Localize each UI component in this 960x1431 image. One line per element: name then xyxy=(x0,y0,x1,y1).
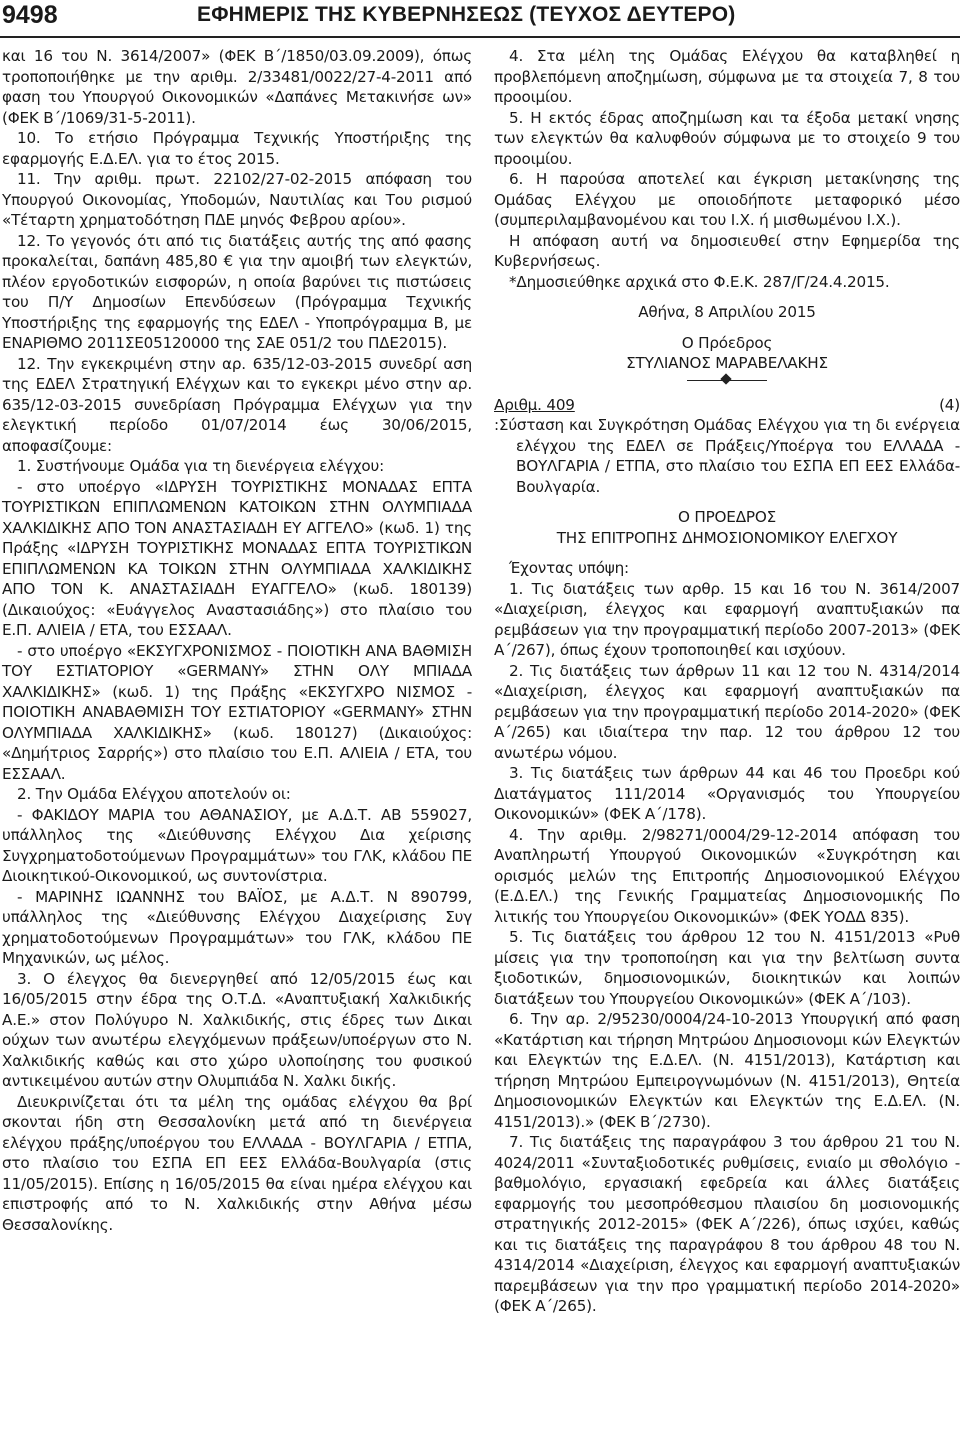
paragraph: - ΦΑΚΙΔΟΥ ΜΑΡΙΑ του ΑΘΑΝΑΣΙΟΥ, με Α.Δ.Τ. ΑΒ 559027, υπάλληλος της «Διεύθυνσης Ελέγχου Δια χείρισης Συγχρηματοδοτούμενων Προγραμμάτων» του ΓΛΚ, κλάδου ΠΕ Διοικητικού-Οικονομικού, ως συντονίστρια. xyxy=(2,805,472,885)
paragraph: 6. Η παρούσα αποτελεί και έγκριση μετακίνησης της Ομάδας Ελέγχου με οποιοδήποτε μεταφορικό μέσο (συμπεριλαμβανομένου και του Ι.Χ. ή μισθωμένου Ι.Χ.). xyxy=(494,170,960,229)
authority-line-1: Ο ΠΡΟΕΔΡΟΣ xyxy=(677,508,776,526)
paragraph: 10. Το ετήσιο Πρόγραμμα Τεχνικής Υποστήριξης της εφαρμογής Ε.Δ.ΕΛ. για το έτος 2015. xyxy=(2,129,472,168)
left-column xyxy=(2,46,472,1235)
paragraph: Διευκρινίζεται ότι τα μέλη της ομάδας ελέγχου θα βρί σκονται ήδη στη Θεσσαλονίκη μετά από τη διενέργεια ελέγχου πράξης/υποέργου του ΕΛΛΑΔΑ - ΒΟΥΛΓΑΡΙΑ / ΕΤΠΑ, στο πλαίσιο του ΕΣΠΑ ΕΠ ΕΕΣ Ελλάδα-Βουλγαρία (στις 11/05/2015). Επίσης η 16/05/2015 θα είναι ημέρα ελέγχου και επιστροφής από το Ν. Χαλκιδικής στην Αθήνα μέσω Θεσσαλονίκης. xyxy=(2,1092,472,1234)
page-number: 9498 xyxy=(2,1,58,29)
paragraph: - ΜΑΡΙΝΗΣ ΙΩΑΝΝΗΣ του ΒΑΪΟΣ, με Α.Δ.Τ. Ν 890799, υπάλληλος της «Διεύθυνσης Ελέγχου Διαχείρισης Συγ χρηματοδοτούμενων Προγραμμάτων» του ΓΛΚ, κλάδου ΠΕ Μηχανικών, ως μέλος. xyxy=(2,887,472,967)
paragraph: 11. Την αριθμ. πρωτ. 22102/27-02-2015 απόφαση του Υπουργού Οικονομίας, Υποδομών, Ναυτιλίας και Του ρισμού «Τέταρτη χρηματοδότηση ΠΔΕ μηνός Φεβρου αρίου». xyxy=(2,170,472,229)
diamond-icon xyxy=(720,373,731,384)
paragraph: 3. Τις διατάξεις των άρθρων 44 και 46 του Προεδρι κού Διατάγματος 111/2014 «Οργανισμός του Υπουργείου Οικονομικών» (ΦΕΚ Α΄/178). xyxy=(494,764,960,823)
paragraph: 2. Την Ομάδα Ελέγχου αποτελούν οι: xyxy=(17,785,291,803)
paragraph: και 16 του Ν. 3614/2007» (ΦΕΚ Β΄/1850/03.09.2009), όπως τροποποιήθηκε με την αριθμ. 2/33481/0022/27-4-2011 από φαση του Υπουργού Οικονομικών «Δαπάνες Μετακινήσε ων» (ΦΕΚ Β΄/1069/31-5-2011). xyxy=(2,47,472,127)
paragraph: 3. Ο έλεγχος θα διενεργηθεί από 12/05/2015 έως και 16/05/2015 στην έδρα της Ο.Τ.Δ. «Αναπτυξιακή Χαλκιδικής Α.Ε.» στον Πολύγυρο Ν. Χαλκιδικής, στις έδρες των Δικαι ούχων των ανωτέρω ελεγχόμενων πράξεων/υποέργων στο Ν. Χαλκιδικής καθώς και στο χώρο υλοποίησης του φυσικού αντικειμένου αυτών στην Ολυμπιάδα Ν. Χαλκι δικής. xyxy=(2,969,472,1090)
paragraph: - στο υποέργο «ΕΚΣΥΓΧΡΟΝΙΣΜΟΣ - ΠΟΙΟΤΙΚΗ ΑΝΑ ΒΑΘΜΙΣΗ ΤΟΥ ΕΣΤΙΑΤΟΡΙΟΥ «GERMANY» ΣΤΗΝ ΟΛΥ ΜΠΙΑΔΑ ΧΑΛΚΙΔΙΚΗΣ» (κωδ. 1) της Πράξης «ΕΚΣΥΓΧΡΟ ΝΙΣΜΟΣ - ΠΟΙΟΤΙΚΗ ΑΝΑΒΑΘΜΙΣΗ ΤΟΥ ΕΣΤΙΑΤΟΡΙΟΥ «GERMANY» ΣΤΗΝ ΟΛΥΜΠΙΑΔΑ ΧΑΛΚΙΔΙΚΗΣ» (κωδ. 180127) (Δικαιούχος: «Δημήτριος Σαρρής») στο πλαίσιο του Ε.Π. ΑΛΙΕΙΑ / ΕΤΑ, του ΕΣΣΑΑΛ. xyxy=(2,641,472,783)
paragraph: 5. Η εκτός έδρας αποζημίωση και τα έξοδα μετακί νησης των ελεγκτών θα καλυφθούν σύμφωνα με το στοιχείο 9 του προοιμίου. xyxy=(494,108,960,168)
paragraph: 12. Την εγκεκριμένη στην αρ. 635/12-03-2015 συνεδρί αση της ΕΔΕΛ Στρατηγική Ελέγχων και το εγκεκρι μένο στην αρ. 635/12-03-2015 συνεδρίαση Πρόγραμμα Ελέγχων για την ελεγκτική περίοδο 01/07/2014 έως 30/06/2015, αποφασίζουμε: xyxy=(2,354,472,455)
paragraph: 2. Τις διατάξεις των άρθρων 11 και 12 του Ν. 4314/2014 «Διαχείριση, έλεγχος και εφαρμογή αναπτυξιακών πα ρεμβάσεων για την προγραμματική περίοδο 2014-2020» (ΦΕΚ Α΄/265) και ιδιαίτερα την παρ. 12 του άρθρου 12 του ανωτέρω νόμου. xyxy=(494,661,960,762)
decision-number: Αριθμ. 409 xyxy=(494,395,575,414)
decision-title: :Σύσταση και Συγκρότηση Ομάδας Ελέγχου για τη δι ενέργεια ελέγχου της ΕΔΕΛ σε Πράξεις/Υποέργα του ΕΛΛΑΔΑ - ΒΟΥΛΓΑΡΙΑ / ΕΤΠΑ, στο πλαίσιο του ΕΣΠΑ ΕΠ ΕΕΣ Ελλάδα-Βουλγαρία. xyxy=(494,416,960,496)
paragraph: 5. Τις διατάξεις του άρθρου 12 του Ν. 4151/2013 «Ρυθ μίσεις για την τροποποίηση και για την βελτίωση συντα ξιοδοτικών, δημοσιονομικών, διοικητικών και λοιπών διατάξεων του Υπουργείου Οικονομικών» (ΦΕΚ Α΄/103). xyxy=(494,928,960,1008)
paragraph: 1. Συστήνουμε Ομάδα για τη διενέργεια ελέγχου: xyxy=(17,457,384,475)
decision-suffix: (4) xyxy=(939,395,960,414)
paragraph: *Δημοσιεύθηκε αρχικά στο Φ.Ε.Κ. 287/Γ/24.4.2015. xyxy=(509,272,890,291)
decision-heading xyxy=(494,395,960,416)
page-header xyxy=(0,0,960,38)
having-regard: Έχοντας υπόψη: xyxy=(509,559,629,577)
signature-name: ΣΤΥΛΙΑΝΟΣ ΜΑΡΑΒΕΛΑΚΗΣ xyxy=(626,354,828,372)
right-column xyxy=(494,46,960,1317)
journal-title: ΕΦΗΜΕΡΙΣ ΤΗΣ ΚΥΒΕΡΝΗΣΕΩΣ (ΤΕΥΧΟΣ ΔΕΥΤΕΡΟ) xyxy=(197,3,736,26)
paragraph: 12. Το γεγονός ότι από τις διατάξεις αυτής της από φασης προκαλείται, δαπάνη 485,80 € για την αμοιβή των ελεγκτών, πλέον εργοδοτικών εισφορών, η οποία βαρύνει τις πιστώσεις του Π/Υ Δημοσίων Επενδύσεων (Πρόγραμμα Τεχνικής Υποστήριξης της εφαρμογής της ΕΔΕΛ - Υποπρόγραμμα Β, με ΕΝΑΡΙΘΜΟ 2011ΣΕ05120000 της ΣΑΕ 051/2 του ΠΔΕ2015). xyxy=(2,231,472,352)
paragraph: - στο υποέργο «ΙΔΡΥΣΗ ΤΟΥΡΙΣΤΙΚΗΣ ΜΟΝΑΔΑΣ ΕΠΤΑ ΤΟΥΡΙΣΤΙΚΩΝ ΕΠΙΠΛΩΜΕΝΩΝ ΚΑΤΟΙΚΩΝ ΣΤΗΝ ΟΛΥΜΠΙΑΔΑ ΧΑΛΚΙΔΙΚΗΣ ΑΠΟ ΤΟΝ ΑΝΑΣΤΑΣΙΑΔΗ ΕΥ ΑΓΓΕΛΟ» (κωδ. 1) της Πράξης «ΙΔΡΥΣΗ ΤΟΥΡΙΣΤΙΚΗΣ ΜΟΝΑΔΑΣ ΕΠΤΑ ΤΟΥΡΙΣΤΙΚΩΝ ΕΠΙΠΛΩΜΕΝΩΝ ΚΑ ΤΟΙΚΩΝ ΣΤΗΝ ΟΛΥΜΠΙΑΔΑ ΧΑΛΚΙΔΙΚΗΣ ΑΠΟ ΤΟΝ Κ. ΑΝΑΣΤΑΣΙΑΔΗ ΕΥΑΓΓΕΛΟ» (κωδ. 180139) (Δικαιούχος: «Ευάγγελος Αναστασιάδης») στο πλαίσιο του Ε.Π. ΑΛΙΕΙΑ / ΕΤΑ, του ΕΣΣΑΑΛ. xyxy=(2,477,472,639)
signature-role: Ο Πρόεδρος xyxy=(681,333,773,352)
paragraph: 6. Την αρ. 2/95230/0004/24-10-2013 Υπουργική από φαση «Κατάρτιση και τήρηση Μητρώου Δημοσιονομι κών Ελεγκτών και Ελεγκτών της Ε.Δ.ΕΛ. (Ν. 4151/2013), Κατάρτιση και τήρηση Μητρώου Εμπειρογνωμόνων (Ν. 4151/2013), Θητεία Δημοσιονομικών Ελεγκτών και Ελεγκτών της Ε.Δ.ΕΛ. (Ν. 4151/2013).» (ΦΕΚ Β΄/2730). xyxy=(494,1010,960,1131)
section-divider xyxy=(687,380,767,381)
right-column-bottom xyxy=(494,579,960,1317)
paragraph: 4. Την αριθμ. 2/98271/0004/29-12-2014 απόφαση του Αναπληρωτή Υπουργού Οικονομικών «Συγκρότηση και ορισμός μελών της Επιτροπής Δημοσιονομικού Ελέγχου (Ε.Δ.ΕΛ.) της Γενικής Γραμματείας Δημοσιονομικής Πο λιτικής του Υπουργείου Οικονομικών» (ΦΕΚ ΥΟΔΔ 835). xyxy=(494,825,960,926)
paragraph: Η απόφαση αυτή να δημοσιευθεί στην Εφημερίδα της Κυβερνήσεως. xyxy=(494,231,960,270)
right-column-top xyxy=(494,46,960,292)
paragraph: 1. Τις διατάξεις των αρθρ. 15 και 16 του Ν. 3614/2007 «Διαχείριση, έλεγχος και εφαρμογή αναπτυξιακών πα ρεμβάσεων για την προγραμματική περίοδο 2007-2013» (ΦΕΚ Α΄/267), όπως έχουν τροποποιηθεί και ισχύουν. xyxy=(494,579,960,659)
paragraph: 4. Στα μέλη της Ομάδας Ελέγχου θα καταβληθεί η προβλεπόμενη αποζημίωση, σύμφωνα με τα στοιχεία 7, 8 του προοιμίου. xyxy=(494,47,960,106)
authority-line-2: ΤΗΣ ΕΠΙΤΡΟΠΗΣ ΔΗΜΟΣΙΟΝΟΜΙΚΟΥ ΕΛΕΓΧΟΥ xyxy=(556,528,898,547)
signature-place-date: Αθήνα, 8 Απριλίου 2015 xyxy=(638,303,816,321)
paragraph: 7. Τις διατάξεις της παραγράφου 3 του άρθρου 21 του Ν. 4024/2011 «Συνταξιοδοτικές ρυθμίσεις, ενιαίο μι σθολόγιο - βαθμολόγιο, εργασιακή εφεδρεία και άλλες διατάξεις εφαρμογής του μεσοπρόθεσμου πλαισίου δη μοσιονομικής στρατηγικής 2012-2015» (ΦΕΚ Α΄/226), όπως ισχύει, καθώς και τις διατάξεις της παραγράφου 8 του άρθρου 48 του Ν. 4314/2014 «Διαχείριση, έλεγχος και εφαρμογή αναπτυξιακών παρεμβάσεων για την προ γραμματική περίοδο 2014-2020» (ΦΕΚ Α΄/265). xyxy=(494,1133,960,1315)
